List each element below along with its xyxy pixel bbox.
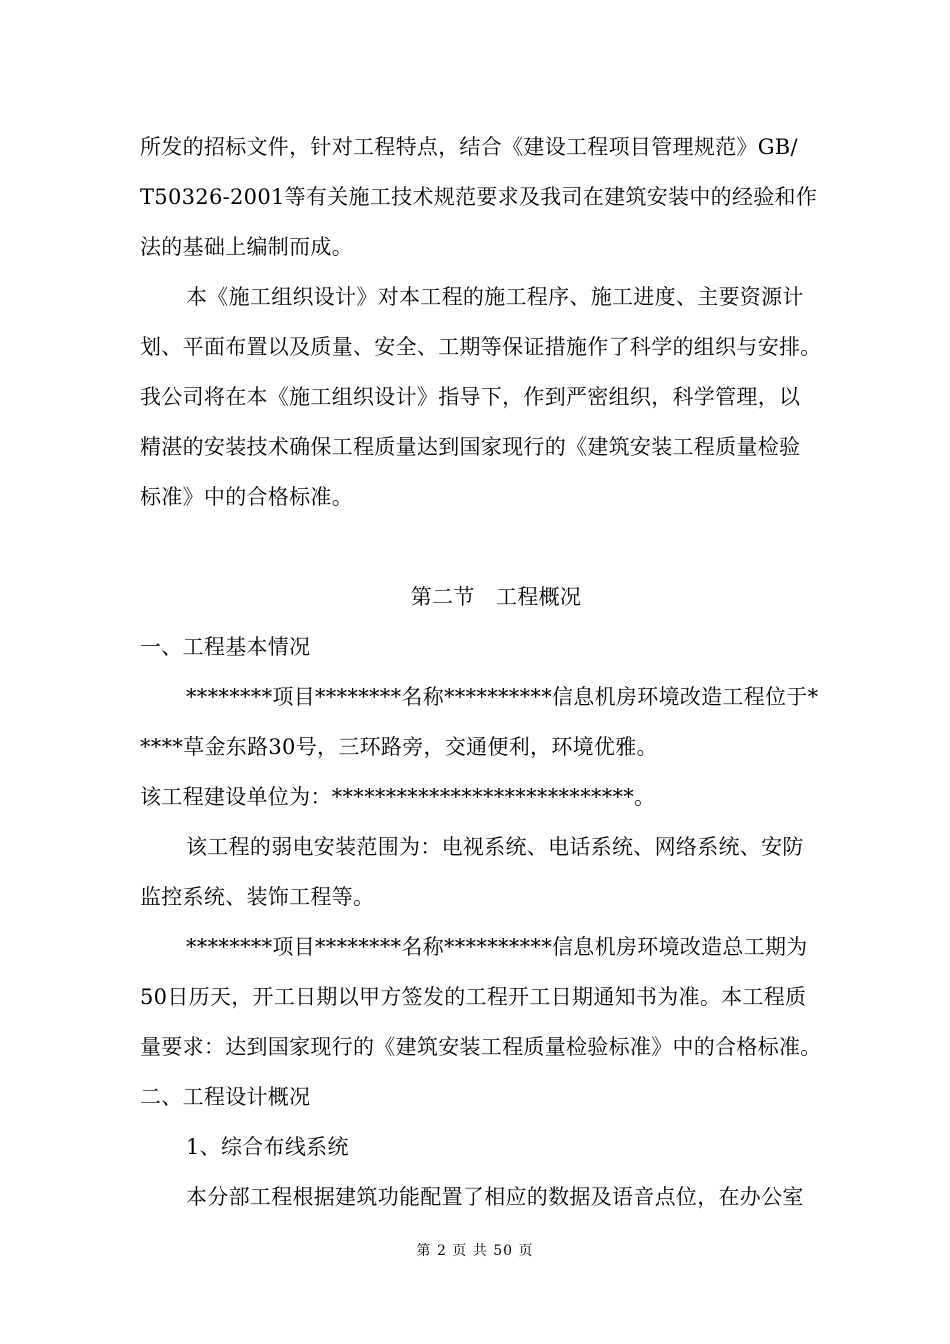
text-line: 所发的招标文件，针对工程特点，结合《建设工程项目管理规范》GB/: [140, 135, 798, 159]
heading-design-overview: 二、工程设计概况: [140, 1085, 311, 1109]
heading-basic-info: 一、工程基本情况: [140, 635, 311, 659]
text-line: 50日历天，开工日期以甲方签发的工程开工日期通知书为准。本工程质: [140, 985, 807, 1009]
section-title: 第二节 工程概况: [410, 585, 582, 609]
page-number-footer: 第 2 页 共 50 页: [416, 1243, 534, 1259]
document-body: [140, 122, 852, 1222]
text-line: 该工程的弱电安装范围为：电视系统、电话系统、网络系统、安防: [186, 835, 804, 859]
text-line: ********项目********名称**********信息机房环境改造工程位于*: [186, 685, 819, 709]
text-line: T50326-2001等有关施工技术规范要求及我司在建筑安装中的经验和作: [140, 185, 818, 209]
text-line: 本《施工组织设计》对本工程的施工程序、施工进度、主要资源计: [186, 285, 804, 309]
paragraph-schedule-quality: [140, 922, 852, 1072]
paragraph-intro-continuation: [140, 122, 852, 272]
paragraph-client-unit: 该工程建设单位为：****************************。: [140, 785, 656, 809]
text-line: ****草金东路30号，三环路旁，交通便利，环境优雅。: [140, 735, 658, 759]
subheading-cabling-system: 1、综合布线系统: [186, 1135, 349, 1159]
text-line: 精湛的安装技术确保工程质量达到国家现行的《建筑安装工程质量检验: [140, 435, 801, 459]
text-line: 监控系统、装饰工程等。: [140, 885, 375, 909]
text-line: 标准》中的合格标准。: [140, 485, 353, 509]
paragraph-install-scope: [140, 822, 852, 922]
text-line: ********项目********名称**********信息机房环境改造总工期为: [186, 935, 808, 959]
paragraph-design-summary: [140, 272, 852, 522]
blank-line: [140, 522, 852, 572]
paragraph-project-location: [140, 672, 852, 772]
text-line: 我公司将在本《施工组织设计》指导下，作到严密组织，科学管理，以: [140, 385, 801, 409]
text-line: 法的基础上编制而成。: [140, 235, 353, 259]
paragraph-cabling-description: 本分部工程根据建筑功能配置了相应的数据及语音点位，在办公室: [186, 1185, 804, 1209]
text-line: 量要求：达到国家现行的《建筑安装工程质量检验标准》中的合格标准。: [140, 1035, 822, 1059]
text-line: 划、平面布置以及质量、安全、工期等保证措施作了科学的组织与安排。: [140, 335, 822, 359]
